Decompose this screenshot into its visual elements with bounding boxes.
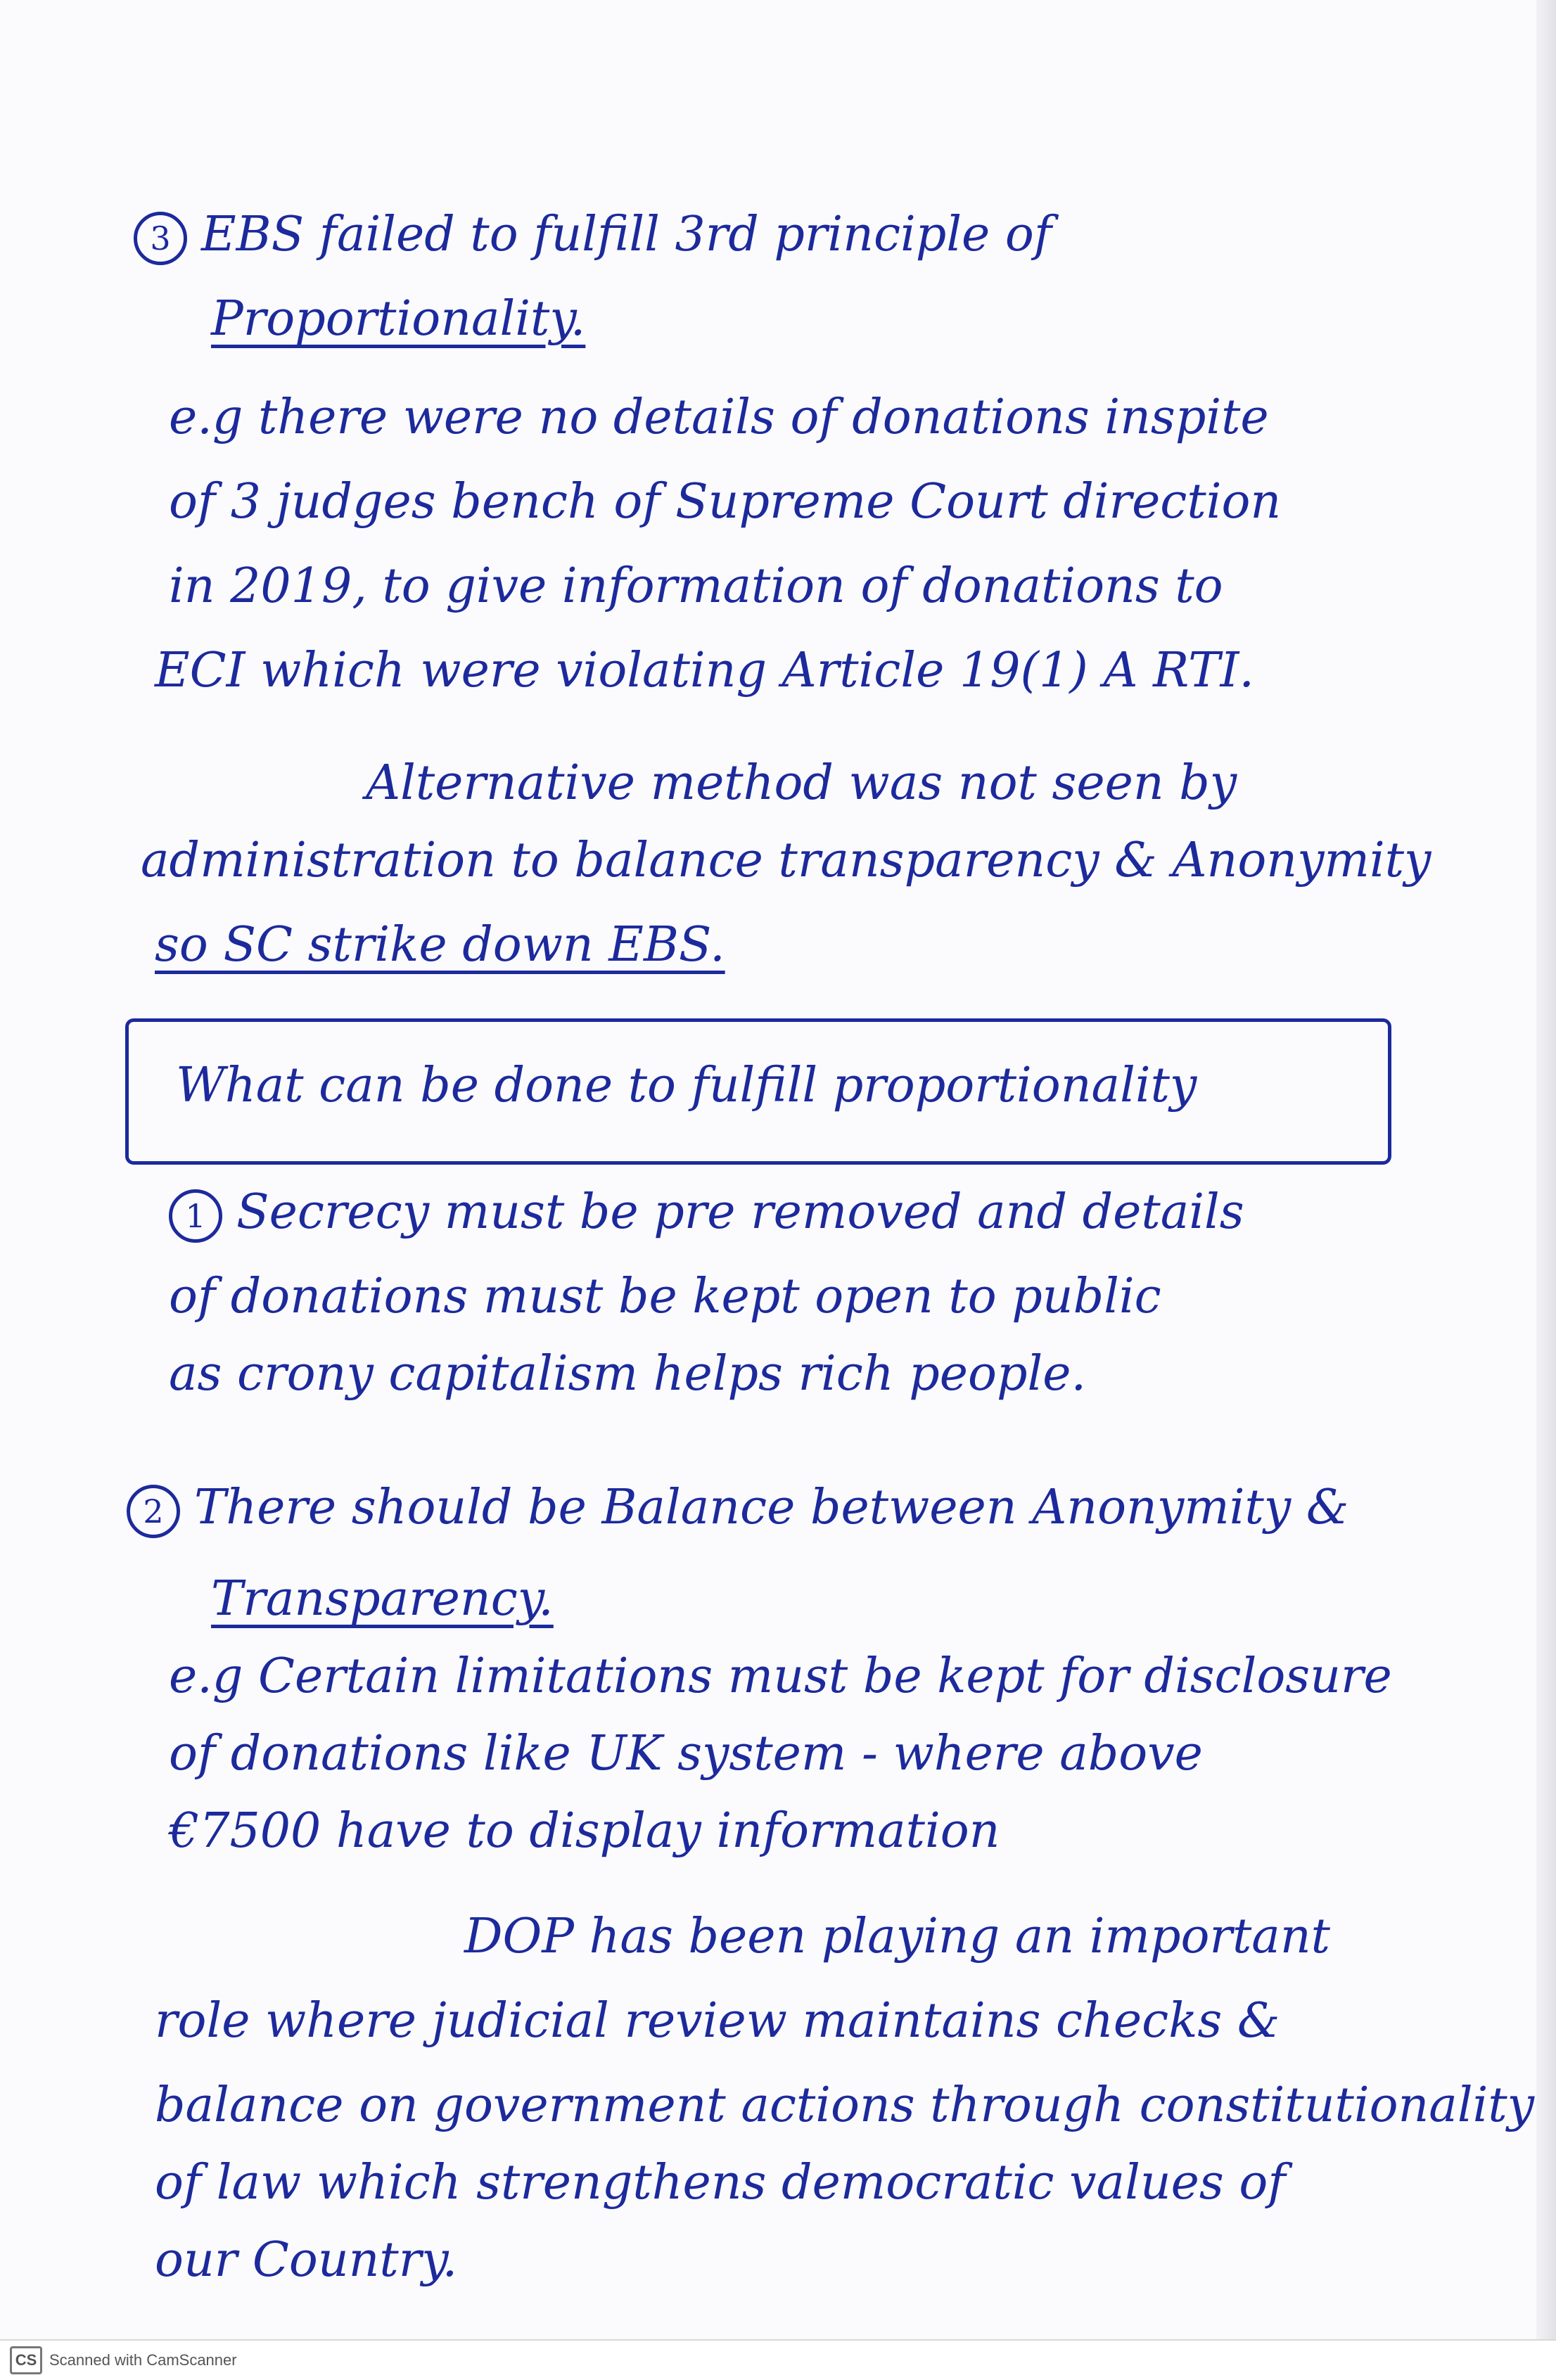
para1-line2: of 3 judges bench of Supreme Court direction: [169, 474, 1282, 530]
point2-line4: of donations like UK system - where above: [169, 1726, 1203, 1781]
point2-text-1: There should be Balance between Anonymity &: [194, 1480, 1349, 1535]
conclusion-line2: role where judicial review maintains checks &: [155, 1993, 1280, 2049]
para2-line3: so SC strike down EBS.: [155, 917, 725, 973]
conclusion-line4: of law which strengthens democratic values of: [155, 2155, 1286, 2211]
camscanner-logo: CS: [10, 2346, 42, 2374]
point1-line1: [169, 1184, 1244, 1243]
page-edge-shadow: [1536, 0, 1556, 2380]
point2-line1: [127, 1480, 1349, 1538]
para2-line1: Alternative method was not seen by: [366, 755, 1237, 811]
point2-line2: Transparency.: [211, 1571, 554, 1627]
para1-line4: ECI which were violating Article 19(1) A RTI.: [155, 643, 1255, 698]
point2-line5: €7500 have to display information: [169, 1803, 1000, 1859]
point1-line2: of donations must be kept open to public: [169, 1269, 1161, 1324]
point3-text-1: EBS failed to fulfill 3rd principle of: [201, 207, 1052, 262]
para1-line1: e.g there were no details of donations inspite: [169, 390, 1269, 445]
heading-text: What can be done to fulfill proportionality: [176, 1058, 1197, 1113]
point3-line1: [134, 207, 1052, 265]
point1-number: 1: [169, 1189, 222, 1243]
conclusion-line5: our Country.: [155, 2232, 458, 2288]
para2-line2: administration to balance transparency & Anonymity: [141, 833, 1431, 888]
conclusion-line1: DOP has been playing an important: [464, 1909, 1330, 1964]
footer-text: Scanned with CamScanner: [49, 2351, 237, 2369]
scanner-footer: [0, 2339, 1556, 2380]
point3-line2: Proportionality.: [211, 291, 586, 347]
point1-line3: as crony capitalism helps rich people.: [169, 1346, 1087, 1402]
para1-line3: in 2019, to give information of donations to: [169, 558, 1223, 614]
point2-number: 2: [127, 1485, 180, 1538]
point3-number: 3: [134, 212, 187, 265]
point2-line3: e.g Certain limitations must be kept for disclosure: [169, 1649, 1392, 1704]
point1-text-1: Secrecy must be pre removed and details: [236, 1184, 1244, 1240]
conclusion-line3: balance on government actions through constitutionality: [155, 2078, 1535, 2133]
